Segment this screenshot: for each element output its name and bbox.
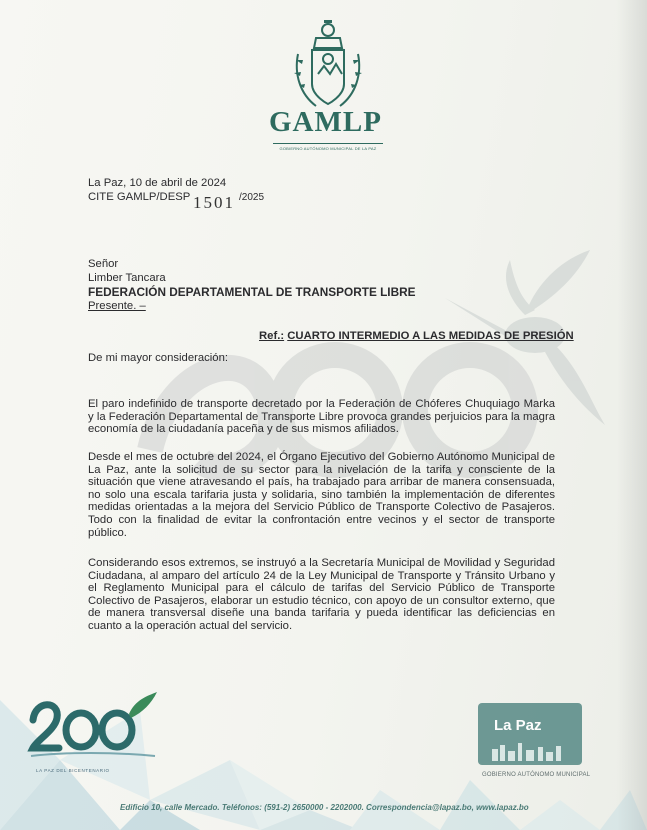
bicentenary-caption: LA PAZ DEL BICENTENARIO <box>36 768 110 773</box>
logo-subtitle: GOBIERNO AUTÓNOMO MUNICIPAL DE LA PAZ <box>279 146 377 151</box>
coat-of-arms-icon <box>288 14 368 114</box>
reference-text: CUARTO INTERMEDIO A LAS MEDIDAS DE PRESIÓN <box>287 330 574 342</box>
letter-date: La Paz, 10 de abril de 2024 <box>88 177 227 189</box>
presente-text: Presente. – <box>88 300 146 312</box>
cite-label: CITE GAMLP/DESP <box>88 191 191 203</box>
recipient-name: Limber Tancara <box>88 272 166 284</box>
body-paragraph-3: Considerando esos extremos, se instruyó a la Secretaría Municipal de Movilidad y Seguridad Ciudadana, al amparo del artículo 24 de la Ley Municipal de Transporte y Tránsito Urbano y el Reglamento Municipal para el cálculo de tarifas del Servicio Público de Transporte Colectivo de Pasajeros, elaborar un estudio técnico, con apoyo de un consultor externo, que de manera transversal diseñe una banda tarifaria y pueda identificar las deficiencias en cuanto a la operación actual del servicio. <box>88 557 555 632</box>
paper-edge-shadow <box>617 0 647 830</box>
logo-text: GAMLP <box>269 106 382 138</box>
salutation: Señor <box>88 258 119 270</box>
lapaz-skyline-icon <box>488 741 572 761</box>
lapaz-logo-text: La Paz <box>494 717 542 734</box>
reference-line <box>259 330 574 343</box>
footer-contact: Edificio 10, calle Mercado. Teléfonos: (591-2) 2650000 - 2202000. Correspondencia@lapaz.bo, www.lapaz.bo <box>120 803 529 812</box>
presente-line <box>88 300 146 313</box>
body-paragraph-2: Desde el mes de octubre del 2024, el Órgano Ejecutivo del Gobierno Autónomo Municipal de La Paz, ante la solicitud de su sector para la nivelación de la tarifa y consciente de la situación que viene atravesando el país, ha trabajado para arribar de manera consensuada, no solo una escala tarifaria justa y solidaria, sino también la implementación de diferentes medidas orientadas a la mejora del Servicio Público de Transporte Colectivo de Pasajeros. Todo con la finalidad de evitar la confrontación entre vecinos y el sector de transporte público. <box>88 451 555 539</box>
cite-number: 1501 <box>193 193 235 212</box>
greeting: De mi mayor consideración: <box>88 352 229 364</box>
recipient-organization: FEDERACIÓN DEPARTAMENTAL DE TRANSPORTE LIBRE <box>88 285 416 299</box>
logo-rule <box>273 143 383 144</box>
bicentenary-200-logo-icon <box>25 690 160 770</box>
lapaz-caption: GOBIERNO AUTÓNOMO MUNICIPAL <box>482 772 591 778</box>
cite-year: /2025 <box>239 192 265 203</box>
reference-label: Ref.: <box>259 330 285 342</box>
lapaz-logo-icon <box>478 703 582 765</box>
body-paragraph-1: El paro indefinido de transporte decretado por la Federación de Chóferes Chuquiago Marka y la Federación Departamental de Transporte Libre provoca grandes perjuicios para la magra economía de la ciudadanía paceña y de sus mismos afiliados. <box>88 398 555 436</box>
